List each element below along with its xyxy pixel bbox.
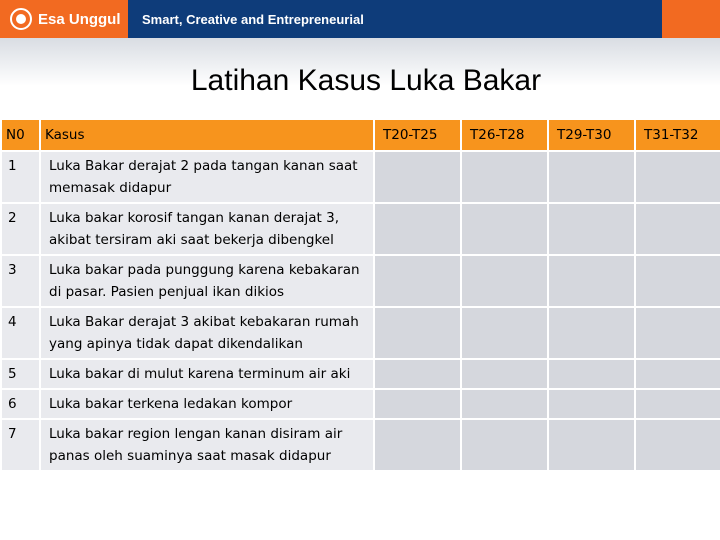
cell-t20-t25 [374, 307, 461, 359]
table-header-row [1, 119, 720, 151]
cell-t20-t25 [374, 359, 461, 389]
cell-t29-t30 [548, 151, 635, 203]
row-number: 1 [1, 151, 40, 203]
column-header-t20-t25: T20-T25 [374, 119, 461, 151]
cell-t26-t28 [461, 307, 548, 359]
cell-t26-t28 [461, 359, 548, 389]
table-row [1, 359, 720, 389]
column-header-t31-t32: T31-T32 [635, 119, 720, 151]
cell-t26-t28 [461, 389, 548, 419]
cell-t20-t25 [374, 389, 461, 419]
case-description: Luka bakar korosif tangan kanan derajat 3, akibat tersiram aki saat bekerja dibengkel [40, 203, 374, 255]
cell-t31-t32 [635, 255, 720, 307]
case-description: Luka bakar terkena ledakan kompor [40, 389, 374, 419]
banner-accent [662, 0, 720, 38]
cell-t31-t32 [635, 203, 720, 255]
logo-emblem-icon [10, 8, 32, 30]
row-number: 6 [1, 389, 40, 419]
column-header-no: N0 [1, 119, 40, 151]
case-description: Luka bakar pada punggung karena kebakaran di pasar. Pasien penjual ikan dikios [40, 255, 374, 307]
row-number: 4 [1, 307, 40, 359]
column-header-t26-t28: T26-T28 [461, 119, 548, 151]
logo-text: Esa Unggul [38, 10, 121, 28]
cell-t20-t25 [374, 255, 461, 307]
tagline: Smart, Creative and Entrepreneurial [142, 11, 364, 27]
cell-t20-t25 [374, 203, 461, 255]
top-banner [0, 0, 720, 38]
university-logo [0, 0, 128, 38]
table-row [1, 255, 720, 307]
cell-t29-t30 [548, 419, 635, 471]
cell-t26-t28 [461, 255, 548, 307]
table-row [1, 389, 720, 419]
case-description: Luka Bakar derajat 2 pada tangan kanan saat memasak didapur [40, 151, 374, 203]
column-header-kasus: Kasus [40, 119, 374, 151]
row-number: 2 [1, 203, 40, 255]
cell-t26-t28 [461, 419, 548, 471]
cell-t26-t28 [461, 203, 548, 255]
cell-t20-t25 [374, 419, 461, 471]
row-number: 7 [1, 419, 40, 471]
cell-t29-t30 [548, 307, 635, 359]
cell-t29-t30 [548, 359, 635, 389]
case-description: Luka bakar di mulut karena terminum air aki [40, 359, 374, 389]
column-header-t29-t30: T29-T30 [548, 119, 635, 151]
cell-t26-t28 [461, 151, 548, 203]
table-row [1, 151, 720, 203]
cell-t31-t32 [635, 419, 720, 471]
slide-title: Latihan Kasus Luka Bakar [190, 64, 542, 97]
table-row [1, 203, 720, 255]
table-row [1, 307, 720, 359]
cell-t31-t32 [635, 307, 720, 359]
row-number: 3 [1, 255, 40, 307]
cell-t31-t32 [635, 389, 720, 419]
cell-t31-t32 [635, 151, 720, 203]
cell-t31-t32 [635, 359, 720, 389]
case-table [0, 118, 720, 472]
case-description: Luka bakar region lengan kanan disiram air panas oleh suaminya saat masak didapur [40, 419, 374, 471]
row-number: 5 [1, 359, 40, 389]
cell-t20-t25 [374, 151, 461, 203]
cell-t29-t30 [548, 203, 635, 255]
cell-t29-t30 [548, 255, 635, 307]
cell-t29-t30 [548, 389, 635, 419]
tagline-band [128, 0, 662, 38]
table-row [1, 419, 720, 471]
case-description: Luka Bakar derajat 3 akibat kebakaran rumah yang apinya tidak dapat dikendalikan [40, 307, 374, 359]
